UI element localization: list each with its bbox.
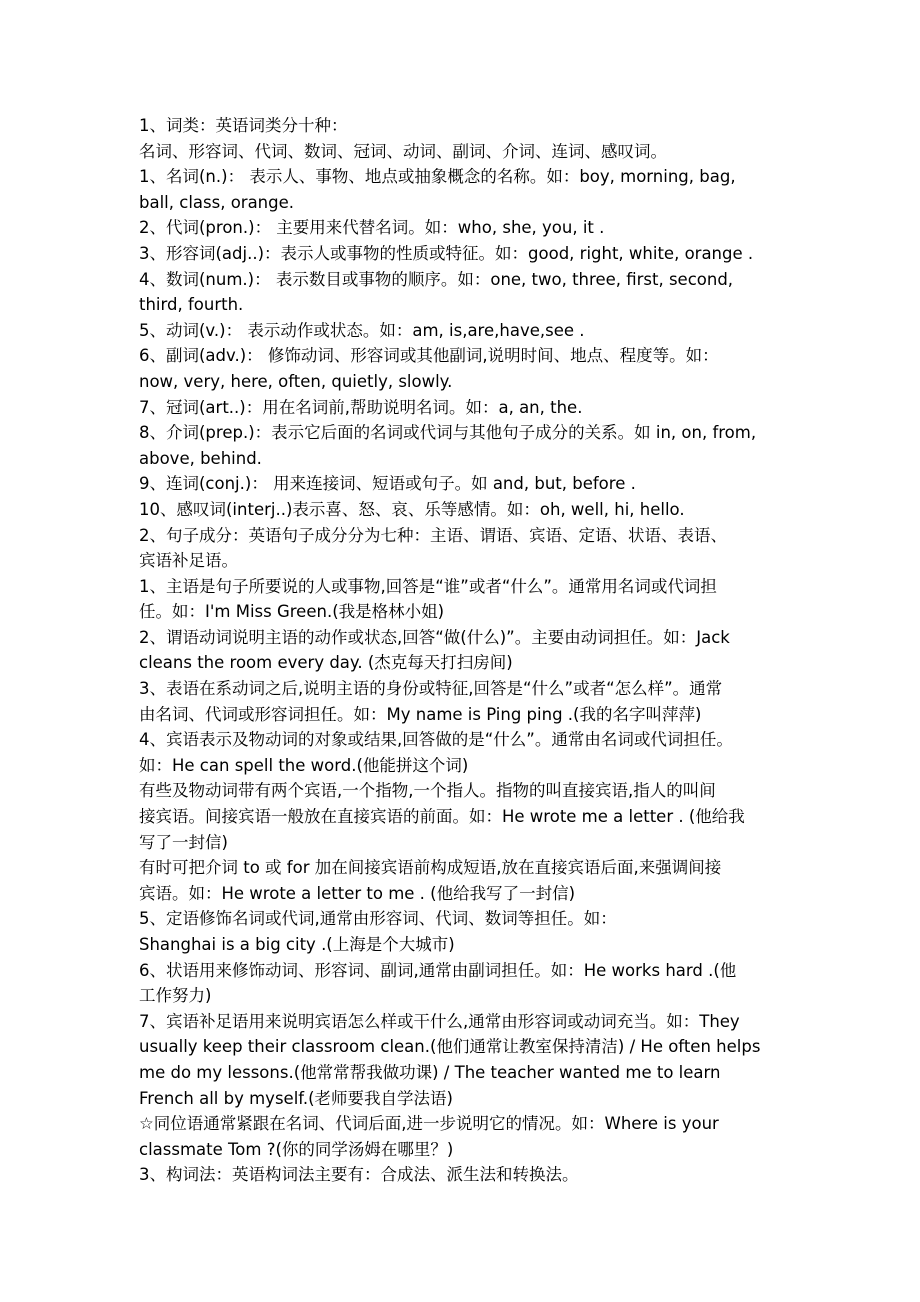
text-line: ☆同位语通常紧跟在名词、代词后面,进一步说明它的情况。如：Where is your xyxy=(139,1114,719,1134)
text-line: 工作努力) xyxy=(139,986,212,1006)
text-line: 任。如：I'm Miss Green.(我是格林小姐) xyxy=(139,602,445,622)
text-line: cleans the room every day. (杰克每天打扫房间) xyxy=(139,653,513,673)
text-line: 宾语补足语。 xyxy=(139,551,238,571)
text-line: 7、冠词(art..)：用在名词前,帮助说明名词。如：a, an, the. xyxy=(139,397,583,417)
text-line: 3、形容词(adj..)：表示人或事物的性质或特征。如：good, right, white, orange . xyxy=(139,243,754,263)
text-line: 2、代词(pron.)： 主要用来代替名词。如：who, she, you, it . xyxy=(139,218,605,238)
text-line: 宾语。如：He wrote a letter to me . (他给我写了一封信) xyxy=(139,883,576,903)
section-heading-sentence-elements: 2、句子成分：英语句子成分分为七种：主语、谓语、宾语、定语、状语、表语、 xyxy=(139,525,727,545)
text-line: 有时可把介词 to 或 for 加在间接宾语前构成短语,放在直接宾语后面,来强调间接 xyxy=(139,858,722,878)
text-line: Shanghai is a big city .(上海是个大城市) xyxy=(139,935,455,954)
text-line: 由名词、代词或形容词担任。如：My name is Ping ping .(我的名字叫萍萍) xyxy=(139,704,702,724)
text-line: French all by myself.(老师要我自学法语) xyxy=(139,1088,453,1108)
text-line: 7、宾语补足语用来说明宾语怎么样或干什么,通常由形容词或动词充当。如：They xyxy=(139,1011,740,1031)
word-class-list: 名词、形容词、代词、数词、冠词、动词、副词、介词、连词、感叹词。 xyxy=(139,141,667,161)
text-line: usually keep their classroom clean.(他们通常让教室保持清洁) / He often helps xyxy=(139,1037,761,1057)
text-line: 有些及物动词带有两个宾语,一个指物,一个指人。指物的叫直接宾语,指人的叫间 xyxy=(139,781,716,801)
text-line: 5、定语修饰名词或代词,通常由形容词、代词、数词等担任。如： xyxy=(139,909,617,929)
text-line: 1、名词(n.)： 表示人、事物、地点或抽象概念的名称。如：boy, morning, bag, xyxy=(139,167,736,187)
text-line: 6、状语用来修饰动词、形容词、副词,通常由副词担任。如：He works hard .(他 xyxy=(139,960,737,980)
text-line: 1、主语是句子所要说的人或事物,回答是“谁”或者“什么”。通常用名词或代词担 xyxy=(139,576,717,596)
text-line: 8、介词(prep.)：表示它后面的名词或代词与其他句子成分的关系。如 in, on, from, xyxy=(139,423,757,443)
text-line: 9、连词(conj.)： 用来连接词、短语或句子。如 and, but, before . xyxy=(139,474,636,494)
document-body xyxy=(139,113,789,1188)
text-line: me do my lessons.(他常常帮我做功课) / The teacher wanted me to learn xyxy=(139,1062,721,1082)
text-line: 写了一封信) xyxy=(139,832,228,852)
text-line: 如：He can spell the word.(他能拼这个词) xyxy=(139,755,469,775)
text-line: 2、谓语动词说明主语的动作或状态,回答“做(什么)”。主要由动词担任。如：Jack xyxy=(139,627,730,647)
text-line: 4、宾语表示及物动词的对象或结果,回答做的是“什么”。通常由名词或代词担任。 xyxy=(139,730,733,750)
text-line: 4、数词(num.)： 表示数目或事物的顺序。如：one, two, three, first, second, xyxy=(139,269,734,289)
section-heading-word-classes: 1、词类：英语词类分十种： xyxy=(139,116,348,135)
text-line: third, fourth. xyxy=(139,295,244,315)
text-line: 5、动词(v.)： 表示动作或状态。如：am, is,are,have,see . xyxy=(139,320,585,340)
text-line: now, very, here, often, quietly, slowly. xyxy=(139,371,453,391)
text-line: 3、表语在系动词之后,说明主语的身份或特征,回答是“什么”或者“怎么样”。通常 xyxy=(139,679,723,699)
text-line: classmate Tom ?(你的同学汤姆在哪里？) xyxy=(139,1139,454,1159)
text-line: 10、感叹词(interj..)表示喜、怒、哀、乐等感情。如：oh, well, hi, hello. xyxy=(139,499,685,519)
text-line: 接宾语。间接宾语一般放在直接宾语的前面。如：He wrote me a letter . (他给我 xyxy=(139,807,745,827)
text-line: ball, class, orange. xyxy=(139,192,295,212)
section-heading-word-formation: 3、构词法：英语构词法主要有：合成法、派生法和转换法。 xyxy=(139,1165,579,1185)
text-line: above, behind. xyxy=(139,448,262,468)
text-line: 6、副词(adv.)： 修饰动词、形容词或其他副词,说明时间、地点、程度等。如： xyxy=(139,346,719,366)
